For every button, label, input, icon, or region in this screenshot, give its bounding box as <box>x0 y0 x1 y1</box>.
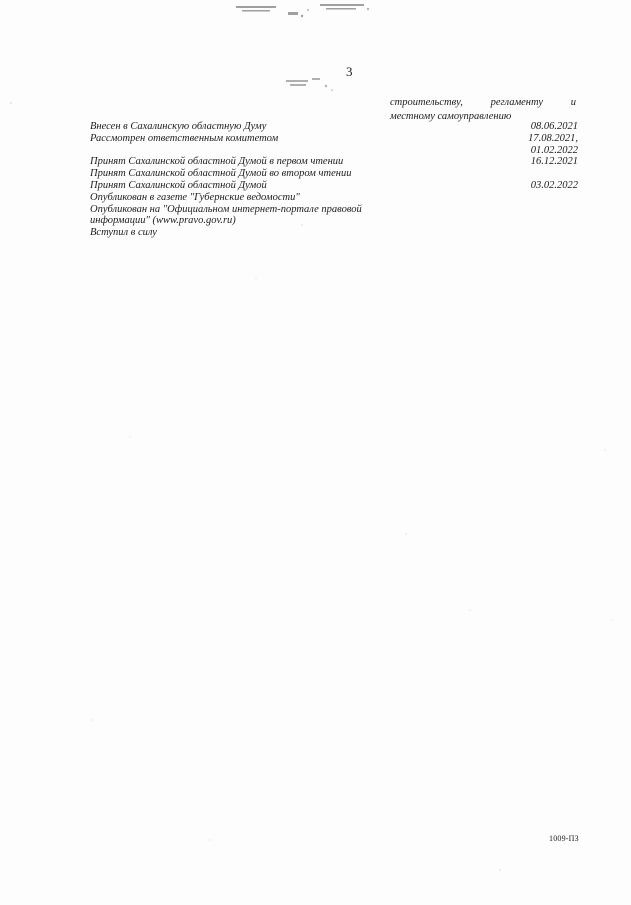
history-label: Вступил в силу <box>90 227 157 239</box>
history-label: Принят Сахалинской областной Думой во втором чтении <box>90 168 352 180</box>
history-date: 16.12.2021 <box>530 156 578 168</box>
history-label: Опубликован на "Официальном интернет-портале правовой информации" (www.pravo.gov.ru) <box>90 203 362 227</box>
history-date: 17.08.2021, <box>528 132 578 144</box>
document-code: 1009-ПЗ <box>549 834 579 843</box>
page-number: 3 <box>346 64 353 79</box>
history-label: Опубликован в газете "Губернские ведомости" <box>90 191 300 203</box>
history-label: Внесен в Сахалинскую областную Думу <box>90 121 267 132</box>
history-label: Принят Сахалинской областной Думой в первом чтении <box>90 156 344 168</box>
history-label: Рассмотрен ответственным комитетом <box>90 132 279 144</box>
committee-word-2: регламенту <box>490 97 544 108</box>
history-date: 01.02.2022 <box>530 144 578 156</box>
committee-word-3: и <box>570 97 576 108</box>
history-label: Принят Сахалинской областной Думой <box>90 179 267 191</box>
history-date: 03.02.2022 <box>530 179 578 191</box>
committee-line-2: местному самоуправлению <box>390 111 512 122</box>
committee-word-1: строительству, <box>390 97 463 108</box>
history-date: 08.06.2021 <box>530 121 578 132</box>
